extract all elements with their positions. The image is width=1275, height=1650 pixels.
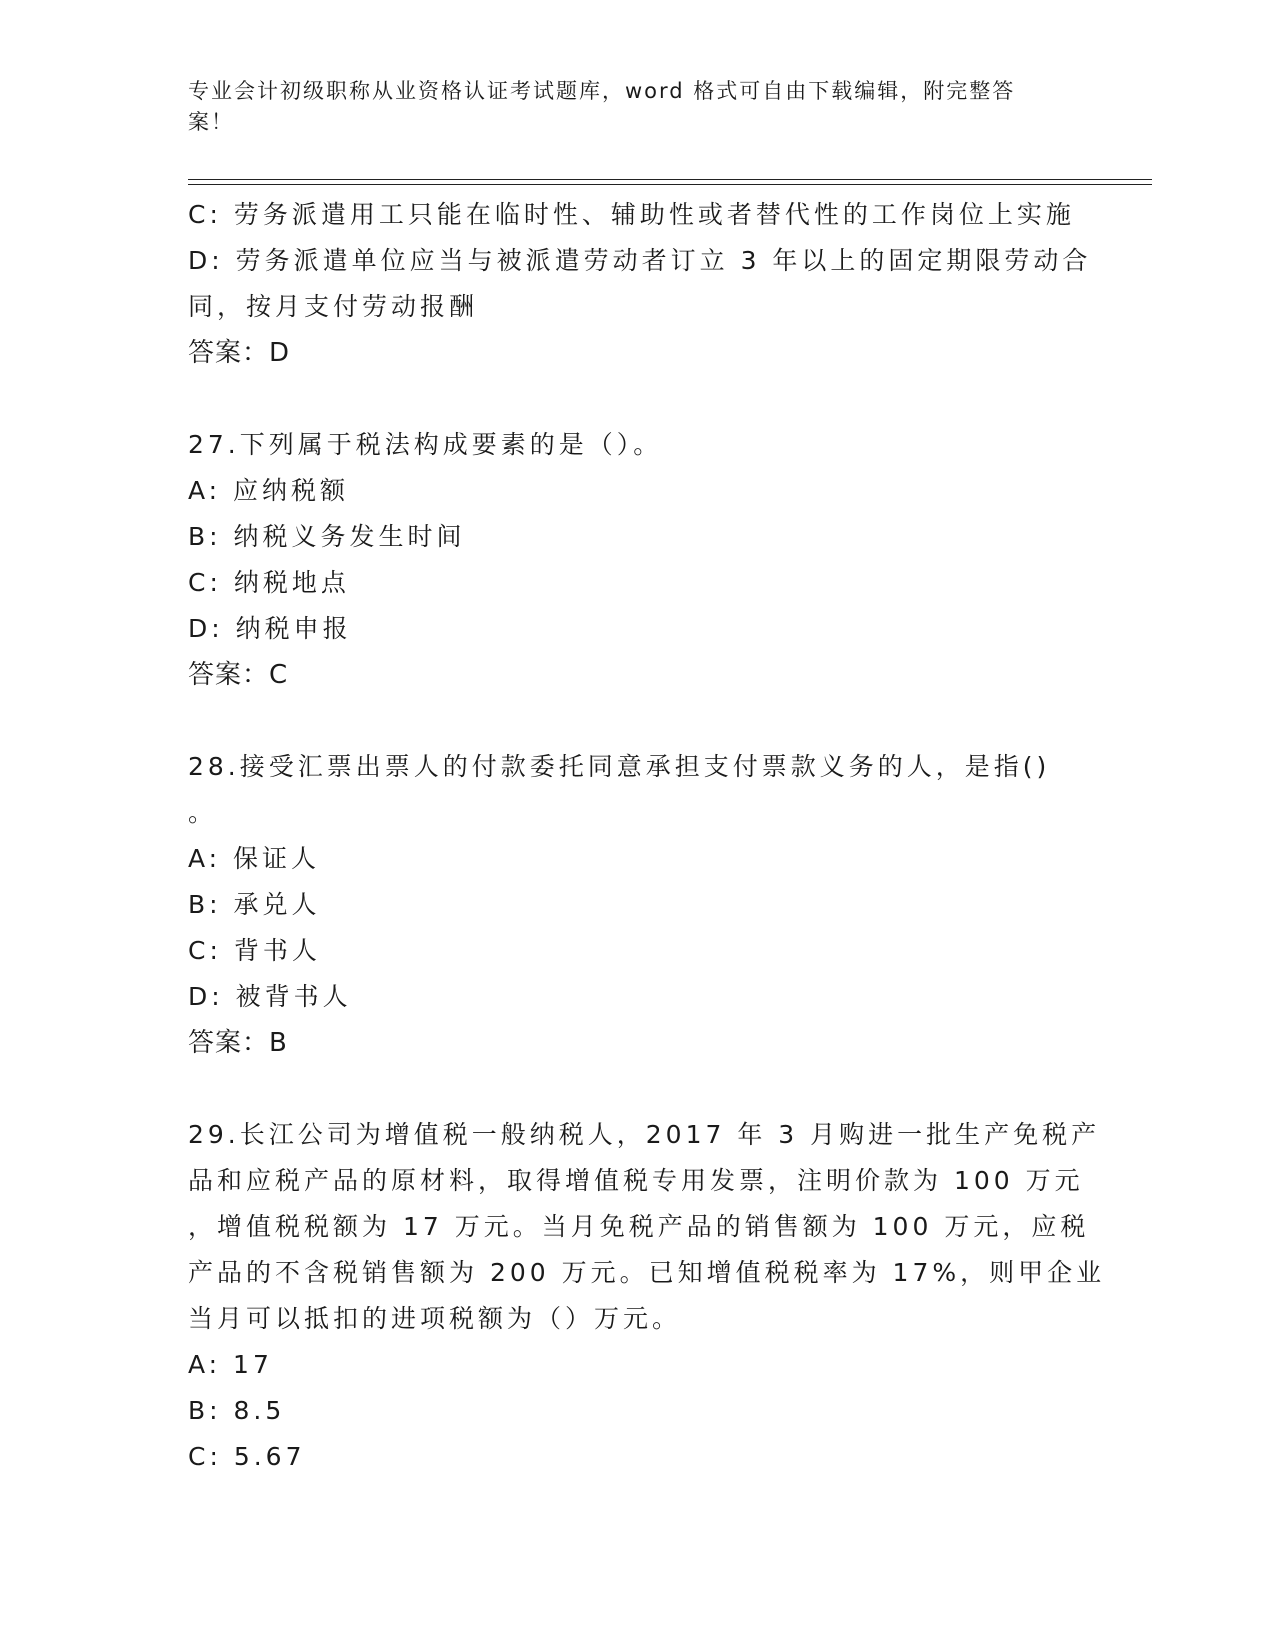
question-stem-line2: 。 (188, 798, 214, 827)
option-c: C: 劳务派遣用工只能在临时性、辅助性或者替代性的工作岗位上实施 (188, 200, 1075, 229)
question-28 (188, 744, 1088, 1066)
option-b: B: 纳税义务发生时间 (188, 522, 466, 551)
question-stem-line1: 28.接受汇票出票人的付款委托同意承担支付票款义务的人，是指() (188, 752, 1051, 781)
question-29 (188, 1112, 1106, 1480)
option-d: D: 纳税申报 (188, 614, 352, 643)
answer: 答案：C (188, 660, 289, 690)
header-rule-top (188, 179, 1152, 180)
option-a: A: 保证人 (188, 844, 321, 873)
question-stem-line2: 品和应税产品的原材料，取得增值税专用发票，注明价款为 100 万元 (188, 1166, 1084, 1195)
option-c: C: 背书人 (188, 936, 321, 965)
option-b: B: 承兑人 (188, 890, 321, 919)
header-text-line1: 专业会计初级职称从业资格认证考试题库，word 格式可自由下载编辑，附完整答 (188, 79, 1016, 103)
header-text-line2: 案！ (188, 110, 234, 134)
page-header (188, 76, 1068, 138)
option-a: A: 17 (188, 1350, 273, 1379)
option-d-line1: D: 劳务派遣单位应当与被派遣劳动者订立 3 年以上的固定期限劳动合 (188, 246, 1092, 275)
question-content (188, 192, 1106, 1480)
answer: 答案：D (188, 338, 291, 368)
question-stem-line5: 当月可以抵扣的进项税额为（）万元。 (188, 1304, 682, 1333)
header-rule-bottom (188, 184, 1152, 185)
option-d-line2: 同，按月支付劳动报酬 (188, 292, 479, 321)
option-a: A: 应纳税额 (188, 476, 350, 505)
question-stem-line4: 产品的不含税销售额为 200 万元。已知增值税税率为 17%，则甲企业 (188, 1258, 1106, 1287)
question-27 (188, 422, 1088, 698)
question-stem-line1: 29.长江公司为增值税一般纳税人，2017 年 3 月购进一批生产免税产 (188, 1120, 1101, 1149)
question-26-remainder (188, 192, 1092, 376)
question-stem-line3: ，增值税税额为 17 万元。当月免税产品的销售额为 100 万元，应税 (188, 1212, 1090, 1241)
question-stem: 27.下列属于税法构成要素的是（）。 (188, 430, 663, 459)
answer: 答案：B (188, 1028, 288, 1058)
option-c: C: 纳税地点 (188, 568, 350, 597)
option-b: B: 8.5 (188, 1396, 286, 1425)
option-c: C: 5.67 (188, 1442, 306, 1471)
option-d: D: 被背书人 (188, 982, 352, 1011)
